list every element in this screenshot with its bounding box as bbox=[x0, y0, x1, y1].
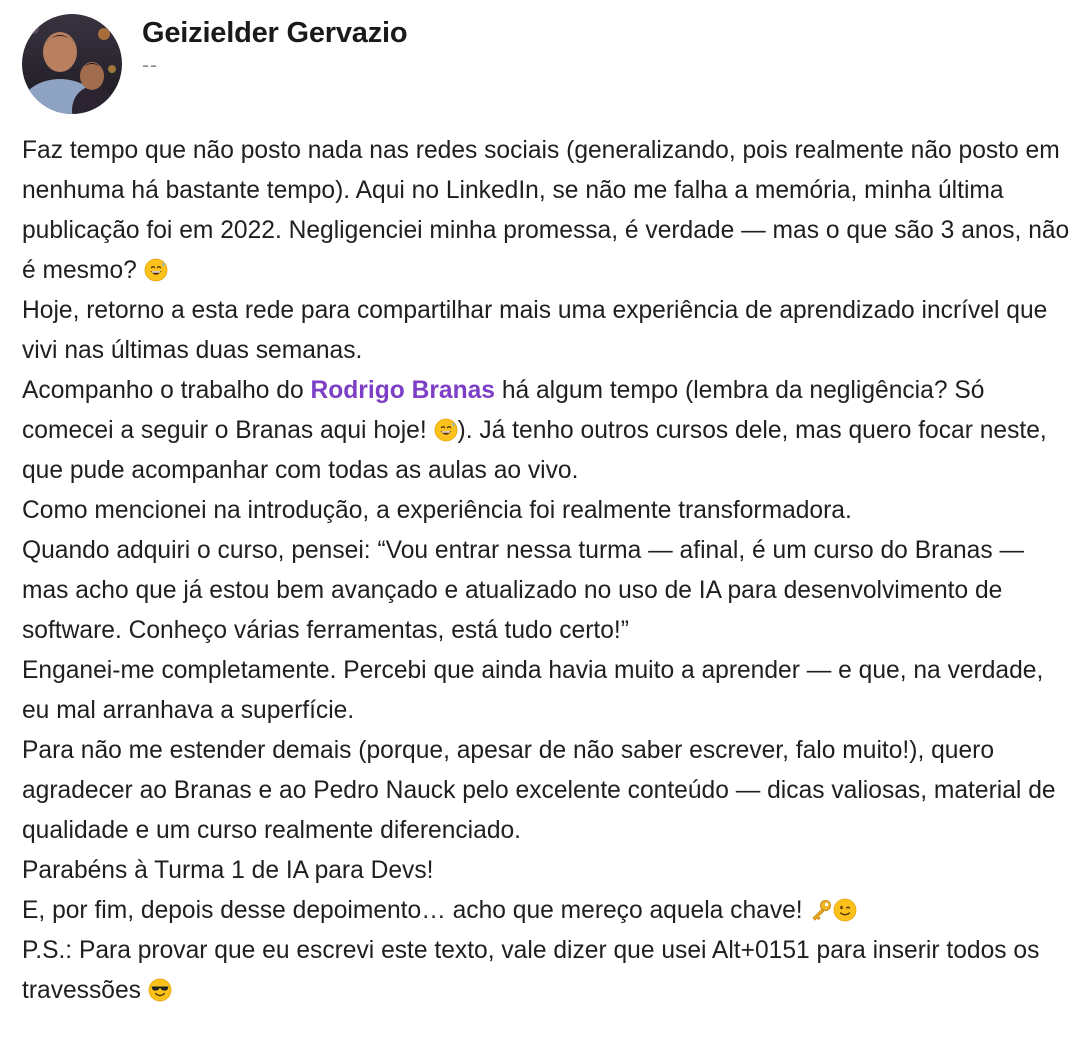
post-paragraph-3 bbox=[22, 371, 1072, 491]
author-name[interactable]: Geizielder Gervazio bbox=[142, 17, 408, 49]
post-text: Parabéns à Turma 1 de IA para Devs! bbox=[22, 857, 434, 884]
author-meta bbox=[142, 15, 407, 79]
post-text: Como mencionei na introdução, a experiência foi realmente transformadora. bbox=[22, 497, 852, 524]
mention-link[interactable]: Rodrigo Branas bbox=[310, 377, 495, 404]
post-paragraph-4 bbox=[22, 491, 1072, 531]
winking-face-icon bbox=[833, 898, 857, 922]
smiling-face-with-sunglasses-icon bbox=[148, 978, 172, 1002]
post-paragraph-9 bbox=[22, 891, 1072, 931]
post-text: Enganei-me completamente. Percebi que ainda havia muito a aprender — e que, na verdade, eu mal arranhava a superfície. bbox=[22, 657, 1044, 724]
post-text: Hoje, retorno a esta rede para compartilhar mais uma experiência de aprendizado incrível que vivi nas últimas duas semanas. bbox=[22, 297, 1048, 364]
post-text: E, por fim, depois desse depoimento… acho que mereço aquela chave! bbox=[22, 897, 803, 924]
grinning-face-with-sweat-icon bbox=[144, 258, 168, 282]
grinning-face-with-sweat-icon bbox=[434, 418, 458, 442]
avatar-photo bbox=[22, 14, 122, 114]
post-paragraph-1 bbox=[22, 131, 1072, 291]
post-text: Para não me estender demais (porque, apesar de não saber escrever, falo muito!), quero agradecer ao Branas e ao Pedro Nauck pelo excelente conteúdo — dicas valiosas, material de qualidade e um curso realmente diferenciado. bbox=[22, 737, 1056, 844]
post-body bbox=[22, 131, 1072, 1011]
post-paragraph-7 bbox=[22, 731, 1072, 851]
key-icon bbox=[809, 898, 833, 922]
post-paragraph-6 bbox=[22, 651, 1072, 731]
post-text: P.S.: Para provar que eu escrevi este texto, vale dizer que usei Alt+0151 para inserir todos os travessões bbox=[22, 937, 1040, 1004]
post-text: Acompanho o trabalho do bbox=[22, 377, 311, 404]
post-header bbox=[22, 14, 407, 114]
post-text: Faz tempo que não posto nada nas redes sociais (generalizando, pois realmente não posto em nenhuma há bastante tempo). Aqui no LinkedIn, se não me falha a memória, minha última publicação foi em 2022. Negligenciei minha promessa, é verdade — mas o que são 3 anos, não é mesmo? bbox=[22, 137, 1070, 284]
post-paragraph-5 bbox=[22, 531, 1072, 651]
author-headline: -- bbox=[142, 54, 158, 77]
post-paragraph-8 bbox=[22, 851, 1072, 891]
post-paragraph-10 bbox=[22, 931, 1072, 1011]
post-paragraph-2 bbox=[22, 291, 1072, 371]
author-avatar[interactable] bbox=[22, 14, 122, 114]
post-text: há algum tempo (lembra da negligência? Só comecei a seguir o Branas aqui hoje! bbox=[22, 377, 985, 444]
post-text: Quando adquiri o curso, pensei: “Vou entrar nessa turma — afinal, é um curso do Branas — mas acho que já estou bem avançado e atualizado no uso de IA para desenvolvimento de software. Conheço várias ferramentas, está tudo certo!” bbox=[22, 537, 1025, 644]
post-text: ). Já tenho outros cursos dele, mas quero focar neste, que pude acompanhar com todas as aulas ao vivo. bbox=[22, 417, 1047, 484]
